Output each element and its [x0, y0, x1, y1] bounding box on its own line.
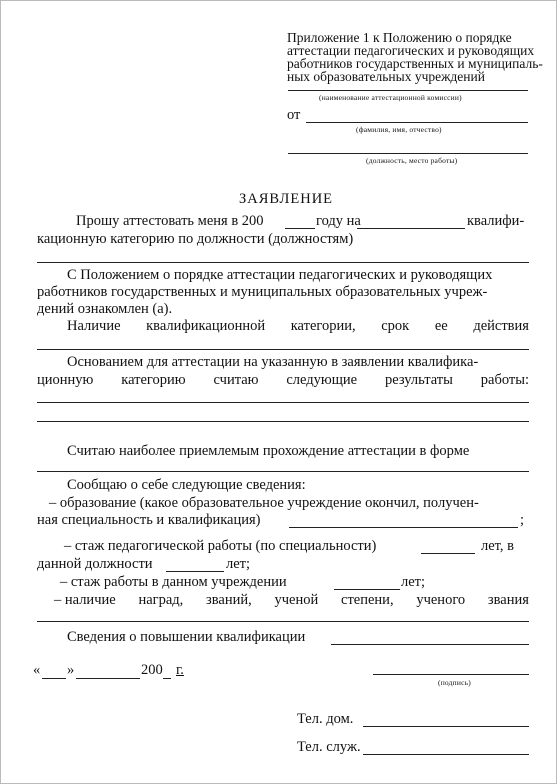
request-part-1: Прошу аттестовать меня в 200 — [76, 213, 264, 229]
stazh-part-1: – стаж педагогической работы (по специальности) — [64, 538, 377, 554]
category-word: срок — [381, 318, 410, 334]
basis-word: ционную — [37, 372, 94, 388]
awards-word: наград, — [138, 592, 184, 608]
category-line — [67, 318, 529, 335]
info-intro: Сообщаю о себе следующие сведения: — [67, 477, 306, 493]
commission-caption: (наименование аттестационной комиссии) — [319, 93, 462, 102]
basis-line-1: Основанием для аттестации на указанную в заявлении квалифика- — [67, 354, 479, 370]
date-quote-open: « — [33, 662, 41, 678]
awards-word: званий, — [206, 592, 252, 608]
appendix-line-4: ных образовательных учреждений — [287, 69, 485, 84]
awards-word: степени, — [341, 592, 394, 608]
category-word: действия — [473, 318, 529, 334]
stazh-line-2a: данной должности — [37, 556, 153, 572]
education-line-1: – образование (какое образовательное учреждение окончил, получен- — [49, 495, 479, 511]
qualification-label: Сведения о повышении квалификации — [67, 629, 306, 645]
request-line-2: кационную категорию по должности (должностям) — [37, 231, 354, 247]
ack-line-3: дений ознакомлен (а). — [37, 301, 173, 317]
appendix-line-1: Приложение 1 к Положению о порядке — [287, 30, 512, 45]
basis-word: считаю — [213, 372, 259, 388]
fio-caption: (фамилия, имя, отчество) — [356, 125, 442, 134]
commission-line[interactable] — [288, 90, 528, 91]
awards-word: ученой — [274, 592, 319, 608]
awards-line — [54, 592, 529, 609]
position-stazh-blank[interactable] — [166, 571, 224, 572]
tel-work-label: Тел. служ. — [297, 739, 361, 755]
year-digit-blank[interactable] — [163, 678, 171, 679]
document-title: ЗАЯВЛЕНИЕ — [239, 191, 334, 207]
category-blank[interactable] — [357, 228, 465, 229]
education-blank[interactable] — [289, 527, 518, 528]
qualification-blank[interactable] — [331, 644, 529, 645]
category-blank-line[interactable] — [37, 349, 529, 350]
form-blank[interactable] — [37, 471, 529, 472]
basis-line-2 — [37, 372, 529, 389]
education-end: ; — [520, 512, 525, 528]
month-blank[interactable] — [76, 678, 140, 679]
position-blank[interactable] — [37, 262, 529, 263]
tel-home-blank[interactable] — [363, 726, 529, 727]
institution-stazh-end: лет; — [401, 574, 426, 590]
signature-line[interactable] — [373, 674, 529, 675]
category-word: Наличие — [67, 318, 121, 334]
basis-word: результаты — [385, 372, 453, 388]
category-word: категории, — [290, 318, 356, 334]
awards-word: звания — [487, 592, 529, 608]
day-blank[interactable] — [42, 678, 66, 679]
from-label: от — [287, 107, 301, 123]
form-line: Считаю наиболее приемлемым прохождение аттестации в форме — [67, 443, 470, 459]
fio-line[interactable] — [306, 122, 528, 123]
stazh-line-2b: лет; — [226, 556, 251, 572]
position-caption: (должность, место работы) — [366, 156, 458, 165]
category-word: ее — [434, 318, 448, 334]
signature-caption: (подпись) — [438, 678, 471, 687]
appendix-line-3: работников государственных и муниципаль- — [287, 56, 543, 71]
institution-stazh-label: – стаж работы в данном учреждении — [60, 574, 287, 590]
basis-word: категорию — [121, 372, 186, 388]
institution-stazh-blank[interactable] — [334, 589, 400, 590]
year-blank[interactable] — [285, 228, 315, 229]
basis-blank-1[interactable] — [37, 402, 529, 403]
tel-work-blank[interactable] — [363, 754, 529, 755]
stazh-part-2: лет, в — [481, 538, 515, 554]
position-line[interactable] — [288, 153, 528, 154]
tel-home-label: Тел. дом. — [297, 711, 354, 727]
stazh-blank[interactable] — [421, 553, 475, 554]
category-word: квалификационной — [146, 318, 266, 334]
education-line-2: ная специальность и квалификация) — [37, 512, 261, 528]
appendix-line-2: аттестации педагогических и руководящих — [287, 43, 535, 58]
basis-blank-2[interactable] — [37, 421, 529, 422]
awards-word: ученого — [416, 592, 466, 608]
request-part-2: году на — [316, 213, 361, 229]
ack-line-1: С Положением о порядке аттестации педагогических и руководящих — [67, 267, 493, 283]
year-suffix: г. — [176, 662, 184, 678]
year-prefix: 200 — [141, 662, 163, 678]
date-quote-close: » — [67, 662, 75, 678]
request-part-3: квалифи- — [467, 213, 525, 229]
basis-word: работы: — [480, 372, 529, 388]
awards-blank[interactable] — [37, 621, 529, 622]
ack-line-2: работников государственных и муниципальных образовательных учреж- — [37, 284, 488, 300]
awards-word: – наличие — [54, 592, 116, 608]
basis-word: следующие — [286, 372, 358, 388]
